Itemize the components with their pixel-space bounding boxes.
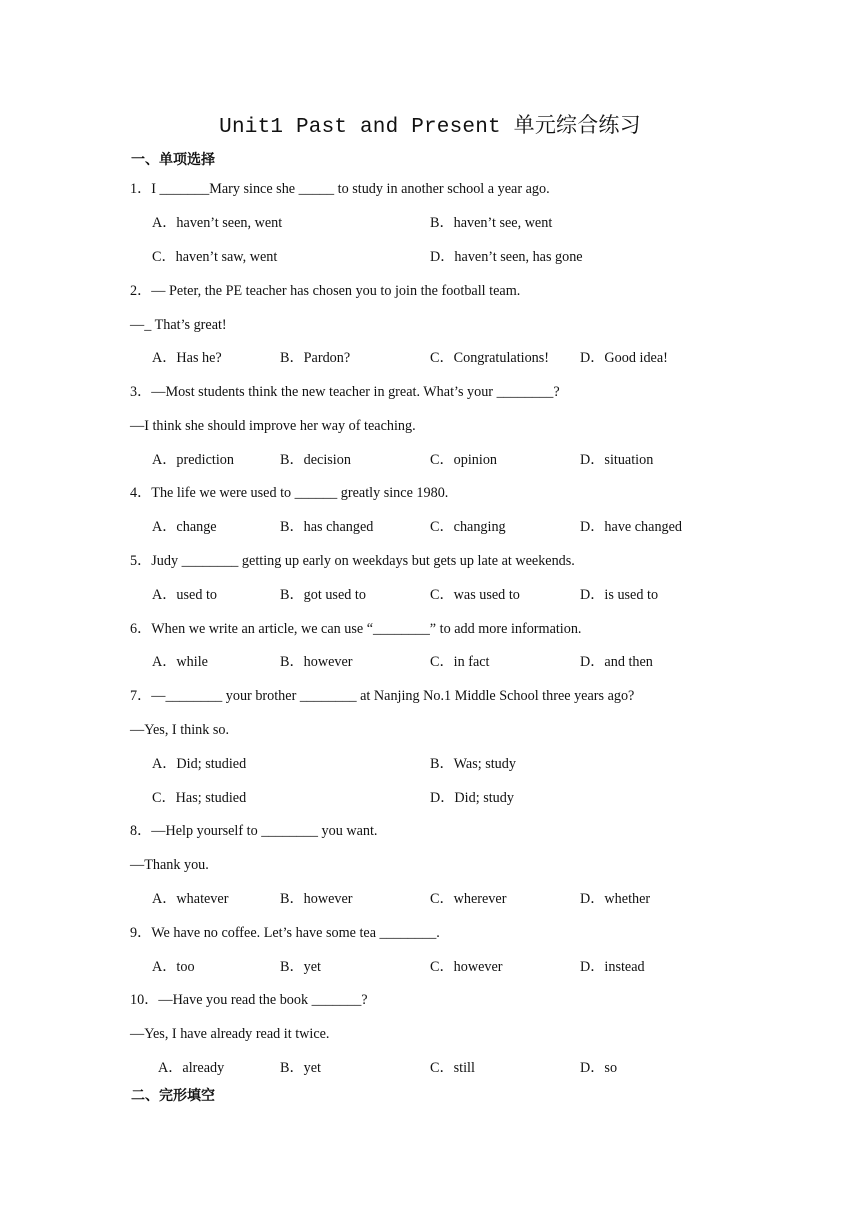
question-5-option-b: B．got used to: [280, 587, 366, 603]
question-1-stem: 1．I _______Mary since she _____ to study in another school a year ago.: [130, 181, 550, 197]
question-8-stem: 8．—Help yourself to ________ you want.: [130, 823, 378, 839]
question-5-option-d: D．is used to: [580, 587, 659, 603]
section-heading-single-choice: 一、单项选择: [131, 152, 215, 168]
question-6-option-c: C．in fact: [430, 654, 490, 670]
section-heading-cloze: 二、完形填空: [131, 1088, 215, 1104]
question-4-option-c: C．changing: [430, 519, 506, 535]
question-5-option-a: A．used to: [152, 587, 218, 603]
page-title: Unit1 Past and Present 单元综合练习: [219, 116, 641, 139]
question-8-reply: —Thank you.: [130, 857, 209, 873]
question-10-option-a: A．already: [158, 1060, 225, 1076]
question-10-stem: 10．—Have you read the book _______?: [130, 992, 368, 1008]
question-3-reply: —I think she should improve her way of teaching.: [130, 418, 416, 434]
question-7-stem: 7．—________ your brother ________ at Nanjing No.1 Middle School three years ago?: [130, 688, 635, 704]
question-10-option-b: B．yet: [280, 1060, 321, 1076]
question-9-stem: 9．We have no coffee. Let’s have some tea ________.: [130, 925, 440, 941]
question-7-option-b: B．Was; study: [430, 756, 516, 772]
question-8-option-a: A．whatever: [152, 891, 229, 907]
question-8-option-c: C．wherever: [430, 891, 507, 907]
question-5-stem: 5．Judy ________ getting up early on weekdays but gets up late at weekends.: [130, 553, 575, 569]
question-3-option-d: D．situation: [580, 452, 654, 468]
question-9-option-b: B．yet: [280, 959, 321, 975]
question-2-stem: 2．— Peter, the PE teacher has chosen you to join the football team.: [130, 283, 521, 299]
question-6-option-a: A．while: [152, 654, 208, 670]
question-3-stem: 3．—Most students think the new teacher in great. What’s your ________?: [130, 384, 560, 400]
question-7-option-c: C．Has; studied: [152, 790, 247, 806]
question-2-reply: —_ That’s great!: [130, 317, 227, 333]
question-9-option-d: D．instead: [580, 959, 645, 975]
question-4-option-b: B．has changed: [280, 519, 374, 535]
question-7-option-d: D．Did; study: [430, 790, 514, 806]
question-3-option-c: C．opinion: [430, 452, 498, 468]
question-3-option-a: A．prediction: [152, 452, 234, 468]
question-4-option-a: A．change: [152, 519, 217, 535]
question-1-option-a: A．haven’t seen, went: [152, 215, 283, 231]
question-1-option-d: D．haven’t seen, has gone: [430, 249, 583, 265]
question-6-option-d: D．and then: [580, 654, 653, 670]
question-2-option-c: C．Congratulations!: [430, 350, 550, 366]
question-10-option-c: C．still: [430, 1060, 475, 1076]
question-2-option-d: D．Good idea!: [580, 350, 668, 366]
question-9-option-a: A．too: [152, 959, 195, 975]
question-1-option-b: B．haven’t see, went: [430, 215, 553, 231]
question-6-option-b: B．however: [280, 654, 353, 670]
question-5-option-c: C．was used to: [430, 587, 520, 603]
question-7-option-a: A．Did; studied: [152, 756, 247, 772]
question-6-stem: 6．When we write an article, we can use “________” to add more information.: [130, 621, 582, 637]
question-9-option-c: C．however: [430, 959, 503, 975]
question-3-option-b: B．decision: [280, 452, 351, 468]
question-8-option-d: D．whether: [580, 891, 651, 907]
question-10-reply: —Yes, I have already read it twice.: [130, 1026, 330, 1042]
question-4-option-d: D．have changed: [580, 519, 683, 535]
question-8-option-b: B．however: [280, 891, 353, 907]
question-2-option-a: A．Has he?: [152, 350, 222, 366]
question-1-option-c: C．haven’t saw, went: [152, 249, 278, 265]
question-4-stem: 4．The life we were used to ______ greatly since 1980.: [130, 485, 449, 501]
question-7-reply: —Yes, I think so.: [130, 722, 230, 738]
question-10-option-d: D．so: [580, 1060, 618, 1076]
question-2-option-b: B．Pardon?: [280, 350, 351, 366]
